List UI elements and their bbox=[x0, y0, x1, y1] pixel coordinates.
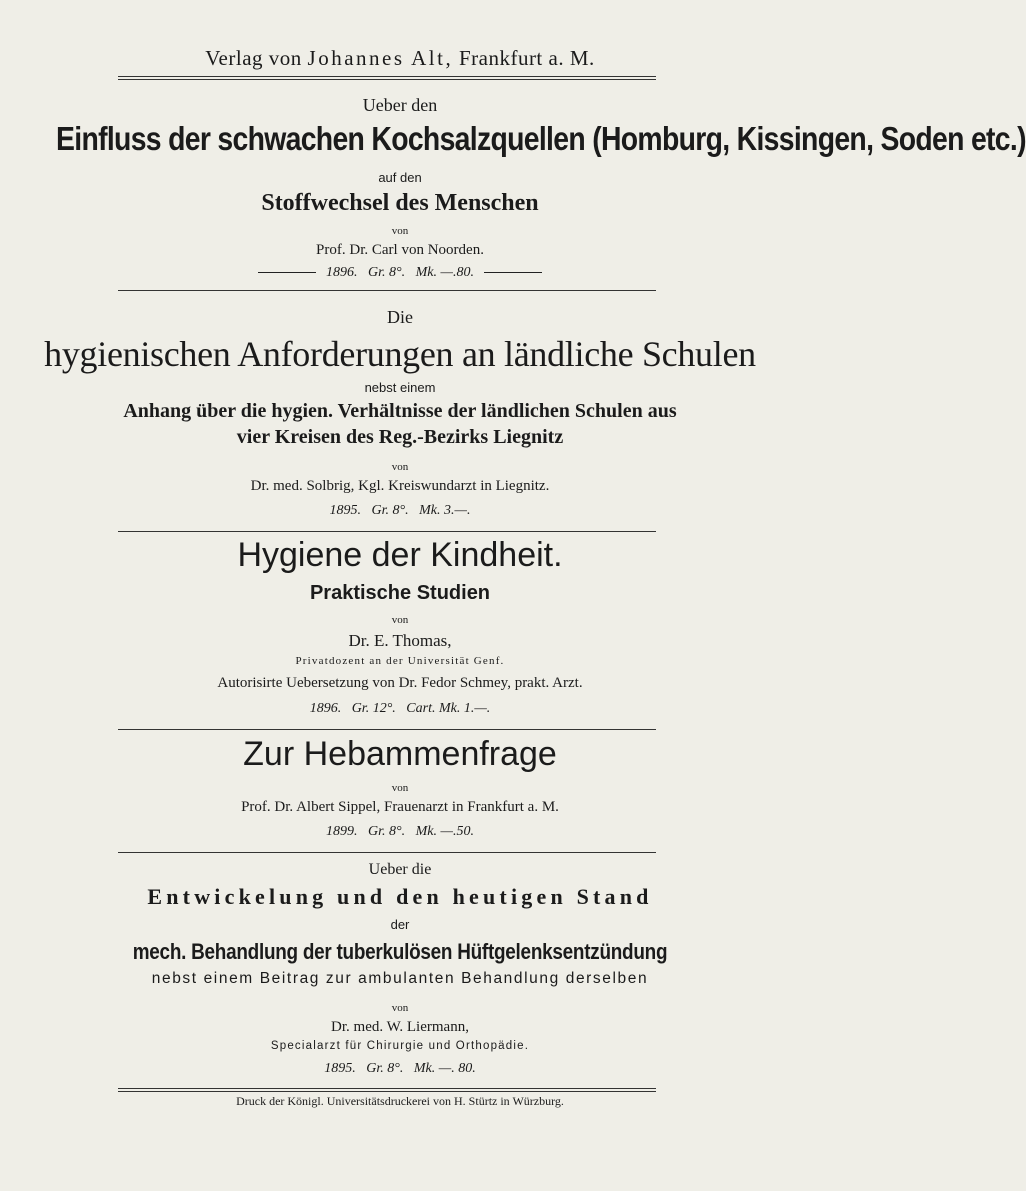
book5-subtitle: mech. Behandlung der tuberkulösen Hüftgelenksentzündung bbox=[132, 939, 668, 964]
book1-imprint: 1896. Gr. 8°. Mk. —.80. bbox=[326, 265, 474, 280]
divider-1 bbox=[118, 290, 656, 291]
book3-author-note: Privatdozent an der Universität Genf. bbox=[295, 655, 505, 667]
book2-connector: nebst einem bbox=[364, 380, 436, 395]
footer-double-rule bbox=[118, 1088, 656, 1092]
book1-von: von bbox=[391, 225, 409, 237]
book4-title: Zur Hebammenfrage bbox=[243, 735, 557, 773]
book1-author: Prof. Dr. Carl von Noorden. bbox=[316, 242, 484, 258]
book3-imprint: 1896. Gr. 12°. Cart. Mk. 1.—. bbox=[309, 701, 491, 716]
book3-title: Hygiene der Kindheit. bbox=[237, 536, 563, 574]
book1-intro: Ueber den bbox=[362, 95, 438, 115]
header-double-rule bbox=[118, 76, 656, 80]
book1-imprint-line bbox=[0, 265, 800, 281]
book5-subtitle2: nebst einem Beitrag zur ambulanten Behandlung derselben bbox=[151, 970, 649, 987]
book2-von: von bbox=[391, 461, 409, 473]
right-ornament-line bbox=[484, 272, 542, 273]
book5-imprint: 1895. Gr. 8°. Mk. —. 80. bbox=[324, 1061, 476, 1076]
book2-author: Dr. med. Solbrig, Kgl. Kreiswundarzt in Liegnitz. bbox=[250, 478, 550, 494]
book5-intro: Ueber die bbox=[368, 861, 432, 878]
book2-title: hygienischen Anforderungen an ländliche Schulen bbox=[44, 334, 756, 374]
book1-connector: auf den bbox=[378, 170, 422, 185]
publisher-name: Johannes Alt, bbox=[307, 46, 454, 70]
book3-subtitle: Praktische Studien bbox=[309, 582, 491, 604]
book5-author-note: Specialarzt für Chirurgie und Orthopädie. bbox=[270, 1040, 530, 1052]
book4-von: von bbox=[391, 782, 409, 794]
printer-footer: Druck der Königl. Universitätsdruckerei von H. Stürtz in Würzburg. bbox=[236, 1094, 564, 1108]
book4-imprint: 1899. Gr. 8°. Mk. —.50. bbox=[326, 824, 474, 839]
book1-title: Einfluss der schwachen Kochsalzquellen (Homburg, Kissingen, Soden etc.) bbox=[56, 120, 1026, 157]
book2-subtitle-line1: Anhang über die hygien. Verhältnisse der ländlichen Schulen aus bbox=[123, 400, 677, 422]
book2-subtitle-line2: vier Kreisen des Reg.-Bezirks Liegnitz bbox=[236, 426, 564, 448]
book1-subtitle: Stoffwechsel des Menschen bbox=[261, 190, 539, 216]
divider-4 bbox=[118, 852, 656, 853]
divider-3 bbox=[118, 729, 656, 730]
divider-2 bbox=[118, 531, 656, 532]
book3-von: von bbox=[391, 614, 409, 626]
book2-intro: Die bbox=[387, 307, 413, 327]
publisher-header bbox=[0, 46, 800, 71]
book5-connector: der bbox=[390, 917, 410, 932]
book2-imprint: 1895. Gr. 8°. Mk. 3.—. bbox=[329, 503, 471, 518]
book3-translation: Autorisirte Uebersetzung von Dr. Fedor Schmey, prakt. Arzt. bbox=[217, 675, 583, 691]
left-ornament-line bbox=[258, 272, 316, 273]
publisher-prefix: Verlag von bbox=[205, 46, 302, 70]
book5-von: von bbox=[391, 1002, 409, 1014]
publisher-city: Frankfurt a. M. bbox=[458, 46, 595, 70]
book4-author: Prof. Dr. Albert Sippel, Frauenarzt in Frankfurt a. M. bbox=[241, 799, 559, 815]
book3-author: Dr. E. Thomas, bbox=[348, 631, 452, 650]
book5-author: Dr. med. W. Liermann, bbox=[331, 1019, 469, 1035]
book5-title: Entwickelung und den heutigen Stand bbox=[147, 884, 653, 909]
